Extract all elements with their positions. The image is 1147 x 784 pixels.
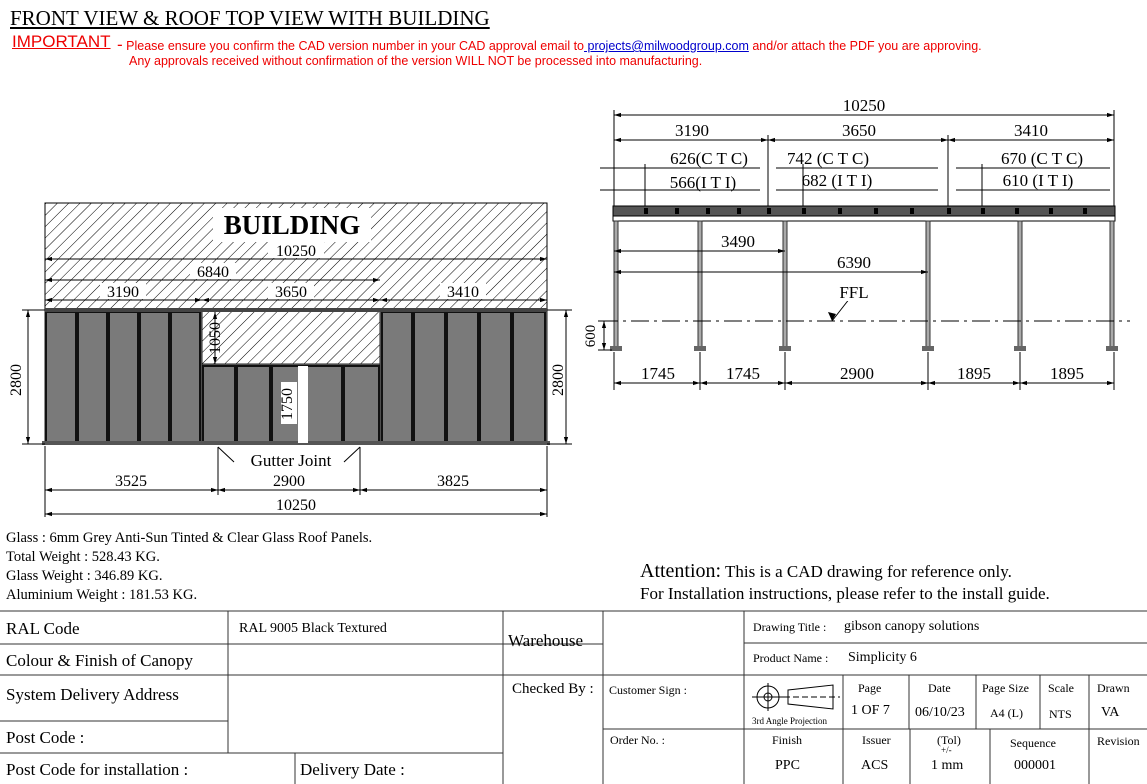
roof-iti-mid: 682 (I T I): [801, 171, 873, 190]
roof-ctc-mid: 742 (C T C): [786, 149, 870, 168]
dim-mid-height: 1750: [279, 388, 296, 420]
dim-right: 3410: [447, 284, 479, 301]
warehouse-label: Warehouse: [508, 631, 584, 650]
dim-height-left: 2800: [8, 364, 25, 396]
drawn-label: Drawn: [1097, 681, 1130, 695]
drawn-value: VA: [1101, 705, 1120, 720]
roof-dim-overall: 10250: [842, 96, 886, 115]
ffl-label: FFL: [839, 283, 869, 302]
tol-plus-minus: +/-: [941, 745, 952, 755]
ral-code-value: RAL 9005 Black Textured: [239, 621, 387, 636]
dim-overall-bottom: 10250: [276, 497, 316, 514]
scale-value: NTS: [1049, 707, 1072, 721]
dim-left: 3190: [107, 284, 139, 301]
attention-line-2: For Installation instructions, please refer to the install guide.: [640, 584, 1050, 603]
date-label: Date: [928, 681, 951, 695]
third-angle-projection-icon: [752, 683, 840, 711]
projection-label: 3rd Angle Projection: [752, 716, 827, 726]
roof-dim-right: 3410: [1014, 121, 1048, 140]
drawing-heading: FRONT VIEW & ROOF TOP VIEW WITH BUILDING: [10, 6, 490, 30]
drawing-title-label: Drawing Title :: [753, 620, 827, 634]
revision-label: Revision: [1097, 734, 1140, 748]
roof-bay-1: 1745: [641, 364, 675, 383]
roof-iti-right: 610 (I T I): [1002, 171, 1074, 190]
finish-value: PPC: [775, 758, 800, 773]
roof-bay-5: 1895: [1050, 364, 1084, 383]
dim-bottom-mid: 2900: [273, 473, 305, 490]
roof-bay-3: 2900: [840, 364, 874, 383]
roof-post-span-2: 6390: [837, 253, 871, 272]
roof-ctc-right: 670 (C T C): [1000, 149, 1084, 168]
roof-iti-left: 566(I T I): [669, 173, 737, 192]
product-name-value: Simplicity 6: [848, 650, 917, 665]
spec-glass-weight: Glass Weight : 346.89 KG.: [6, 568, 163, 584]
roof-bay-2: 1745: [726, 364, 760, 383]
page-size-label: Page Size: [982, 681, 1029, 695]
page-value: 1 OF 7: [851, 703, 890, 718]
important-notice-line-2: Any approvals received without confirmation of the version WILL NOT be processed into manufacturing.: [129, 54, 703, 68]
email-link[interactable]: projects@milwoodgroup.com: [584, 39, 749, 53]
front-view: [8, 203, 572, 517]
dim-overall-top: 10250: [276, 243, 316, 260]
order-no-label: Order No. :: [610, 733, 665, 747]
roof-post-span-1: 3490: [721, 232, 755, 251]
customer-sign-label: Customer Sign :: [609, 683, 688, 697]
spec-aluminium-weight: Aluminium Weight : 181.53 KG.: [6, 587, 198, 603]
gutter-joint-label: Gutter Joint: [250, 451, 332, 470]
dim-bottom-left: 3525: [115, 473, 147, 490]
roof-ctc-left: 626(C T C): [670, 149, 748, 168]
delivery-date-label: Delivery Date :: [300, 760, 405, 779]
sequence-label: Sequence: [1010, 736, 1056, 750]
post-code-install-label: Post Code for installation :: [6, 760, 189, 779]
roof-dim-mid: 3650: [842, 121, 876, 140]
spec-total-weight: Total Weight : 528.43 KG.: [6, 549, 160, 565]
ral-code-label: RAL Code: [6, 619, 80, 638]
dim-recess-drop: 1050: [207, 322, 224, 354]
dim-left-plus-mid: 6840: [197, 264, 229, 281]
important-notice-line-1: - Please ensure you confirm the CAD version number in your CAD approval email to projects@milwoodgroup.com and/or attach the PDF you are approving.: [117, 35, 982, 54]
page-label: Page: [858, 681, 882, 695]
drawing-title-value: gibson canopy solutions: [844, 619, 980, 634]
attention-line-1: Attention: This is a CAD drawing for reference only.: [640, 560, 1012, 582]
dim-bottom-right: 3825: [437, 473, 469, 490]
important-label: IMPORTANT: [12, 32, 111, 51]
colour-finish-label: Colour & Finish of Canopy: [6, 651, 194, 670]
scale-label: Scale: [1048, 681, 1074, 695]
roof-height: 600: [583, 324, 599, 348]
tol-label: (Tol): [937, 733, 961, 747]
date-value: 06/10/23: [915, 705, 965, 720]
product-name-label: Product Name :: [753, 651, 829, 665]
issuer-label: Issuer: [862, 733, 891, 747]
roof-view: [583, 96, 1130, 390]
roof-bay-4: 1895: [957, 364, 991, 383]
page-size-value: A4 (L): [990, 706, 1023, 720]
tol-value: 1 mm: [931, 758, 964, 773]
dim-height-right: 2800: [550, 364, 567, 396]
finish-label: Finish: [772, 733, 803, 747]
spec-glass: Glass : 6mm Grey Anti-Sun Tinted & Clear Glass Roof Panels.: [6, 530, 373, 546]
issuer-value: ACS: [861, 758, 889, 773]
delivery-address-label: System Delivery Address: [6, 685, 179, 704]
dim-mid: 3650: [275, 284, 307, 301]
building-label: BUILDING: [223, 210, 361, 240]
checked-by-label: Checked By :: [512, 681, 594, 697]
sequence-value: 000001: [1014, 758, 1056, 773]
roof-dim-left: 3190: [675, 121, 709, 140]
post-code-label: Post Code :: [6, 728, 85, 747]
